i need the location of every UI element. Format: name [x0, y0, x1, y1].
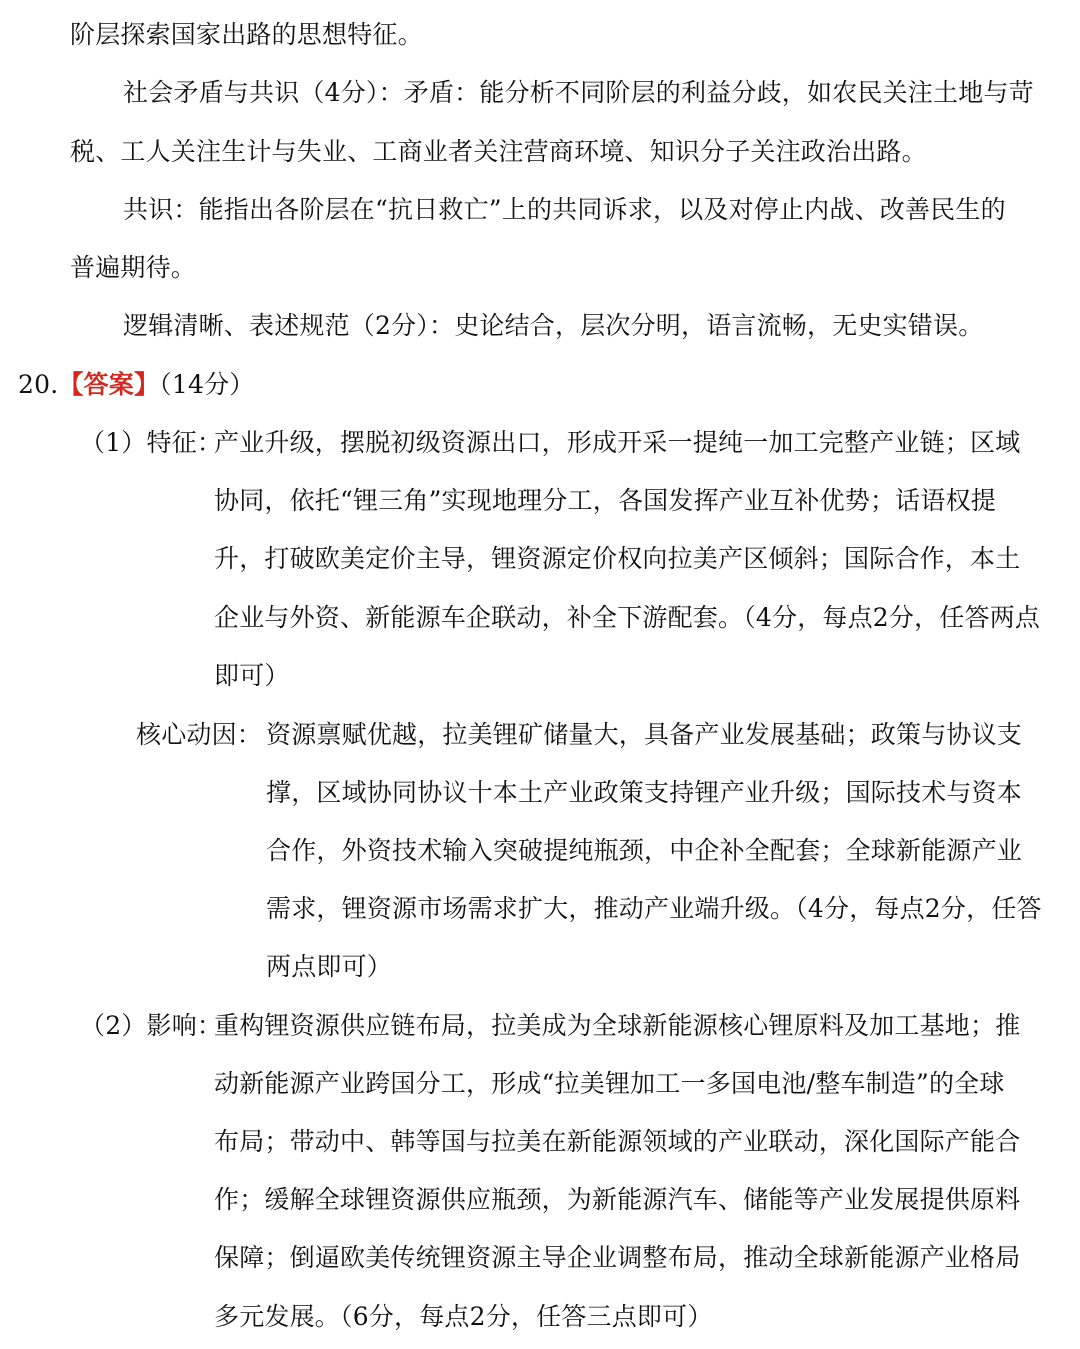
- part1-line: 即可）: [214, 661, 290, 690]
- paragraph-line: 税、工人关注生计与失业、工商业者关注营商环境、知识分子关注政治出路。: [70, 137, 927, 166]
- question-number: 20.: [18, 370, 59, 399]
- paragraph-line: 阶层探索国家出路的思想特征。: [70, 20, 423, 49]
- question-header: [18, 370, 254, 400]
- paragraph-line: 共识：能指出各阶层在“抗日救亡”上的共同诉求，以及对停止内战、改善民生的: [123, 195, 1006, 224]
- part1-line: 产业升级，摆脱初级资源出口，形成开采一提纯一加工完整产业链；区域: [214, 428, 1021, 457]
- part2-line: 重构锂资源供应链布局，拉美成为全球新能源核心锂原料及加工基地；推: [214, 1011, 1021, 1040]
- paragraph-line: 逻辑清晰、表述规范（2分）：史论结合，层次分明，语言流畅，无史实错误。: [123, 311, 984, 340]
- part2-line: 动新能源产业跨国分工，形成“拉美锂加工一多国电池/整车制造”的全球: [214, 1069, 1005, 1098]
- question-points: （14分）: [159, 370, 255, 399]
- part1b-label: 核心动因：: [136, 720, 263, 749]
- part1b-line: 两点即可）: [266, 952, 393, 981]
- part1-line: 协同，依托“锂三角”实现地理分工，各国发挥产业互补优势；话语权提: [214, 486, 996, 515]
- part1b-line: 合作，外资技术输入突破提纯瓶颈，中企补全配套；全球新能源产业: [266, 836, 1023, 865]
- answer-tag: 【答案】: [58, 370, 160, 399]
- part1-label: （1）特征：: [80, 428, 223, 457]
- part1-line: 升，打破欧美定价主导，锂资源定价权向拉美产区倾斜；国际合作，本土: [214, 544, 1021, 573]
- part2-label: （2）影响：: [80, 1011, 223, 1040]
- part2-line: 布局；带动中、韩等国与拉美在新能源领域的产业联动，深化国际产能合: [214, 1127, 1021, 1156]
- part1b-line: 资源禀赋优越，拉美锂矿储量大，具备产业发展基础；政策与协议支: [266, 720, 1023, 749]
- paragraph-line: 社会矛盾与共识（4分）：矛盾：能分析不同阶层的利益分歧，如农民关注土地与苛: [123, 78, 1034, 107]
- part1b-line: 撑，区域协同协议十本土产业政策支持锂产业升级；国际技术与资本: [266, 778, 1023, 807]
- part2-line: 保障；倒逼欧美传统锂资源主导企业调整布局，推动全球新能源产业格局: [214, 1243, 1021, 1272]
- part2-line: 作；缓解全球锂资源供应瓶颈，为新能源汽车、储能等产业发展提供原料: [214, 1185, 1021, 1214]
- part1-line: 企业与外资、新能源车企联动，补全下游配套。（4分，每点2分，任答两点: [214, 603, 1041, 632]
- part2-line: 多元发展。（6分，每点2分，任答三点即可）: [214, 1302, 713, 1331]
- paragraph-line: 普遍期待。: [70, 253, 197, 282]
- part1b-line: 需求，锂资源市场需求扩大，推动产业端升级。（4分，每点2分，任答: [266, 894, 1042, 923]
